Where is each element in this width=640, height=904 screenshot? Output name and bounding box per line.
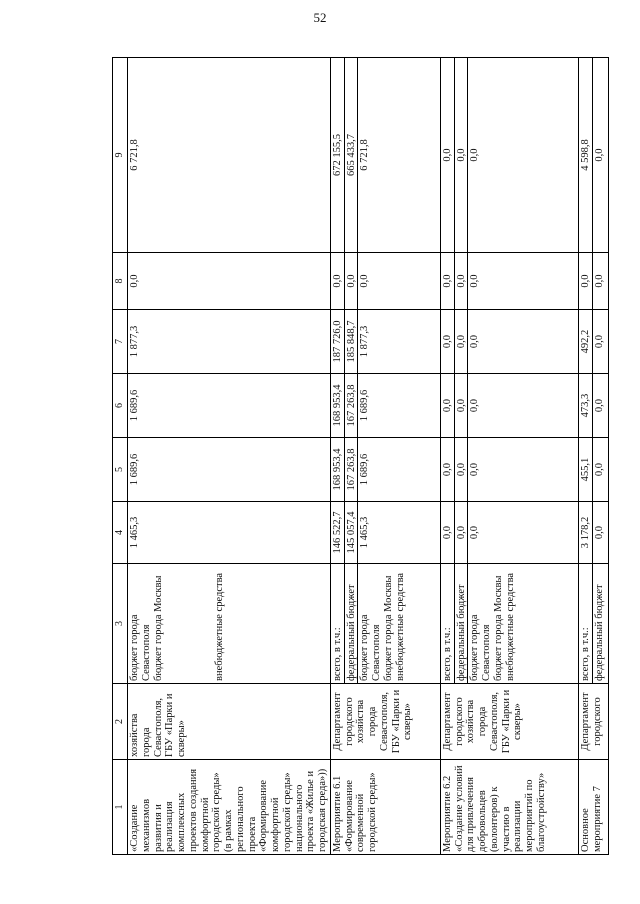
value-cell: [128, 438, 331, 502]
table-row: [578, 58, 608, 855]
funding-source: внебюджетные средства: [504, 572, 516, 681]
value-cell: [330, 310, 440, 374]
value: 1 689,6: [359, 389, 371, 422]
value-cell: [128, 58, 331, 253]
header-cell: 2: [113, 684, 128, 760]
value-cell: [330, 438, 440, 502]
value: 455,1: [580, 438, 593, 501]
value: 0,0: [442, 253, 455, 309]
value: 0,0: [442, 438, 455, 501]
activity-name-cell: «Создание механизмов развития и реализация комплексных проектов создания комфортной городской среды» (в рамках регионального проекта «Формирование комфортной городской среды» национального проекта «Жилье и городская среда»)): [128, 760, 331, 855]
value: 0,0: [456, 438, 469, 501]
value: 0,0: [332, 253, 345, 309]
executor-cell: Департамент городского хозяйства города Севастополя, ГБУ «Парки и скверы»: [330, 684, 440, 760]
table-frame: [112, 58, 605, 855]
value: 0,0: [469, 274, 481, 288]
value-cell: [330, 58, 440, 253]
value: 0,0: [456, 58, 469, 252]
budget-table: [112, 57, 609, 855]
funding-source-cell: [578, 564, 608, 684]
header-cell: 6: [113, 374, 128, 438]
header-cell: 9: [113, 58, 128, 253]
funding-source: внебюджетные средства: [394, 572, 406, 681]
funding-source: всего, в т.ч.:: [442, 564, 455, 683]
value-cell: [578, 502, 608, 564]
value: 0,0: [593, 274, 605, 288]
value: 0,0: [593, 148, 605, 162]
funding-source: бюджет города Москвы: [382, 575, 394, 681]
value: 1 689,6: [359, 453, 371, 486]
value: 0,0: [456, 310, 469, 373]
value: 1 877,3: [129, 325, 140, 358]
value-cell: [578, 310, 608, 374]
table-row: [128, 58, 331, 855]
value-cell: [128, 502, 331, 564]
value: 0,0: [359, 274, 371, 288]
value: 4 598,8: [580, 58, 593, 252]
funding-source: всего, в т.ч.:: [332, 564, 345, 683]
funding-source: бюджет города Севастополя: [129, 614, 152, 681]
value: 0,0: [469, 398, 481, 413]
value-cell: [440, 58, 578, 253]
funding-source-cell: [128, 564, 331, 684]
page-number: 52: [313, 10, 327, 25]
value: 3 178,2: [580, 502, 593, 563]
header-cell: 8: [113, 253, 128, 310]
value: 168 953,4: [332, 374, 345, 437]
header-cell: 4: [113, 502, 128, 564]
value: 6 721,8: [359, 139, 371, 171]
funding-source-cell: [440, 564, 578, 684]
table-row: [440, 58, 578, 855]
funding-source: федеральный бюджет: [346, 564, 359, 683]
value: 473,3: [580, 374, 593, 437]
value-cell: [330, 502, 440, 564]
value: 0,0: [442, 310, 455, 373]
value-cell: [578, 253, 608, 310]
funding-source: федеральный бюджет: [593, 584, 605, 681]
header-cell: 1: [113, 760, 128, 855]
value: 1 465,3: [129, 516, 140, 549]
value: 0,0: [593, 334, 605, 349]
funding-source-cell: [330, 564, 440, 684]
value: 167 263,8: [346, 374, 359, 437]
value: 0,0: [442, 374, 455, 437]
funding-source: бюджет города Москвы: [152, 575, 164, 681]
value: 1 465,3: [359, 516, 371, 549]
value: 0,0: [456, 253, 469, 309]
value-cell: [440, 253, 578, 310]
value: 0,0: [442, 58, 455, 252]
activity-name-cell: Мероприятие 6.2 «Создание условий для привлечения добровольцев (волонтеров) к участию в реализации мероприятий по благоустройству»: [440, 760, 578, 855]
value: 145 057,4: [346, 502, 359, 563]
value: 146 522,7: [332, 502, 345, 563]
value-cell: [440, 438, 578, 502]
value: 0,0: [593, 525, 605, 540]
value: 0,0: [469, 334, 481, 349]
header-row: [113, 58, 128, 855]
value-cell: [578, 438, 608, 502]
rotated-table-container: [112, 58, 605, 855]
value: 6 721,8: [129, 139, 140, 171]
value: 0,0: [129, 274, 140, 288]
value: 665 433,7: [346, 58, 359, 252]
value: 168 953,4: [332, 438, 345, 501]
executor-cell: хозяйства города Севастополя, ГБУ «Парки и скверы»: [128, 684, 331, 760]
executor-cell: Департамент городского хозяйства города Севастополя, ГБУ «Парки и скверы»: [440, 684, 578, 760]
value: 492,2: [580, 310, 593, 373]
table-row: [330, 58, 440, 855]
funding-source: всего, в т.ч.:: [580, 564, 593, 683]
value-cell: [440, 502, 578, 564]
value: 0,0: [456, 502, 469, 563]
value: 1 689,6: [129, 389, 140, 422]
value-cell: [128, 374, 331, 438]
header-cell: 5: [113, 438, 128, 502]
value: 187 726,0: [332, 310, 345, 373]
value: 0,0: [593, 398, 605, 413]
value: 0,0: [442, 502, 455, 563]
value: 0,0: [469, 148, 481, 162]
value: 0,0: [456, 374, 469, 437]
header-cell: 7: [113, 310, 128, 374]
activity-name-cell: Мероприятие 6.1 «Формирование современной городской среды»: [330, 760, 440, 855]
value-cell: [330, 253, 440, 310]
value-cell: [128, 253, 331, 310]
value: 0,0: [593, 462, 605, 477]
value-cell: [440, 310, 578, 374]
funding-source: внебюджетные средства: [214, 572, 226, 681]
value-cell: [440, 374, 578, 438]
value: 0,0: [469, 462, 481, 477]
value: 672 155,5: [332, 58, 345, 252]
value: 0,0: [469, 525, 481, 540]
funding-source: федеральный бюджет: [456, 564, 469, 683]
value-cell: [128, 310, 331, 374]
funding-source: бюджет города Москвы: [492, 575, 504, 681]
value: 167 263,8: [346, 438, 359, 501]
executor-cell: Департамент городского: [578, 684, 608, 760]
value-cell: [330, 374, 440, 438]
activity-name-cell: Основное мероприятие 7: [578, 760, 608, 855]
value: 0,0: [346, 253, 359, 309]
header-cell: 3: [113, 564, 128, 684]
value: 185 848,7: [346, 310, 359, 373]
funding-source: бюджет города Севастополя: [359, 614, 382, 681]
value: 0,0: [580, 253, 593, 309]
value: 1 877,3: [359, 325, 371, 358]
funding-source: бюджет города Севастополя: [469, 614, 492, 681]
value: 1 689,6: [129, 453, 140, 486]
value-cell: [578, 58, 608, 253]
value-cell: [578, 374, 608, 438]
